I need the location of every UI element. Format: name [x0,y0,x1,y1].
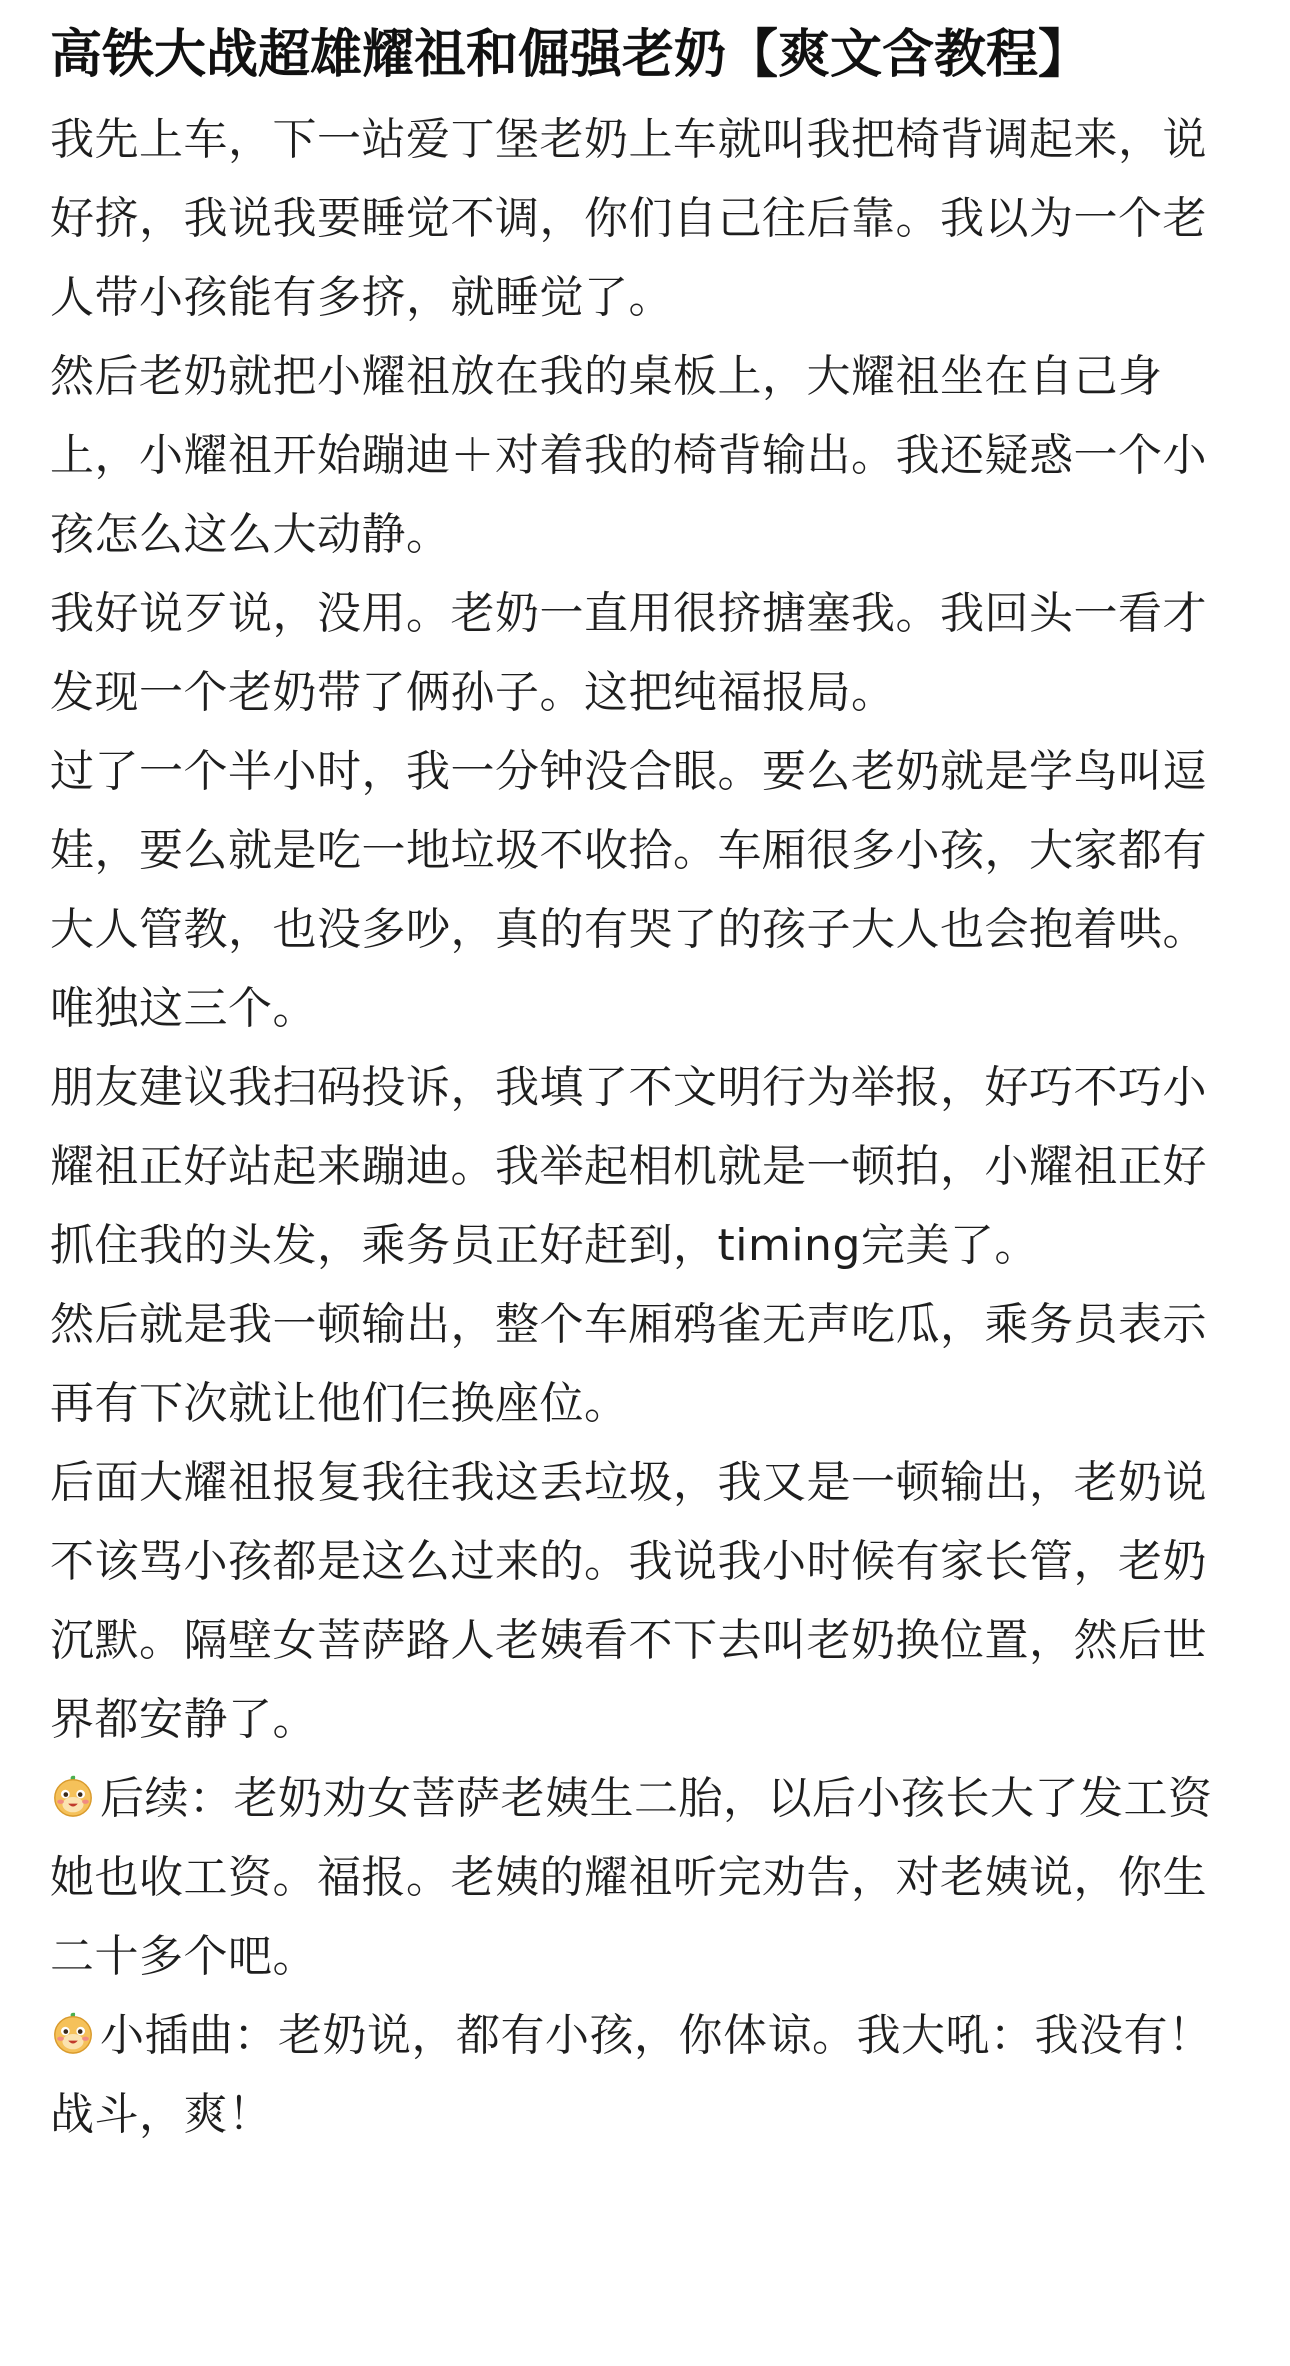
post-paragraph: 后面大耀祖报复我往我这丢垃圾，我又是一顿输出，老奶说不该骂小孩都是这么过来的。我说我小时候有家长管，老奶沉默。隔壁女菩萨路人老姨看不下去叫老奶换位置，然后世界都安静了。 [50,1457,1207,1745]
post-paragraph: 我先上车，下一站爱丁堡老奶上车就叫我把椅背调起来，说好挤，我说我要睡觉不调，你们自己往后靠。我以为一个老人带小孩能有多挤，就睡觉了。 [50,114,1207,323]
smiling-face-emoji-icon [50,1773,96,1819]
post-paragraph: 过了一个半小时，我一分钟没合眼。要么老奶就是学鸟叫逗娃，要么就是吃一地垃圾不收拾。车厢很多小孩，大家都有大人管教，也没多吵，真的有哭了的孩子大人也会抱着哄。唯独这三个。 [50,746,1207,1034]
episode-text: 小插曲：老奶说，都有小孩，你体谅。我大吼：我没有！ [100,2010,1213,2061]
post-title: 高铁大战超雄耀祖和倔强老奶【爽文含教程】 [50,25,1091,85]
smiling-face-emoji-icon [50,2010,96,2056]
post-paragraph-episode [50,1996,1250,2075]
post-paragraph-followup [50,1759,1250,1996]
post-closing: 战斗，爽！ [50,2089,273,2140]
post-paragraph: 然后就是我一顿输出，整个车厢鸦雀无声吃瓜，乘务员表示再有下次就让他们仨换座位。 [50,1299,1207,1429]
post-paragraph: 我好说歹说，没用。老奶一直用很挤搪塞我。我回头一看才发现一个老奶带了俩孙子。这把纯福报局。 [50,588,1207,718]
followup-text: 后续：老奶劝女菩萨老姨生二胎，以后小孩长大了发工资她也收工资。福报。老姨的耀祖听完劝告，对老姨说，你生二十多个吧。 [50,1773,1213,1982]
post-paragraph: 朋友建议我扫码投诉，我填了不文明行为举报，好巧不巧小耀祖正好站起来蹦迪。我举起相机就是一顿拍，小耀祖正好抓住我的头发，乘务员正好赶到，timing完美了。 [50,1062,1207,1271]
post-paragraph: 然后老奶就把小耀祖放在我的桌板上，大耀祖坐在自己身上，小耀祖开始蹦迪＋对着我的椅背输出。我还疑惑一个小孩怎么这么大动静。 [50,351,1207,560]
